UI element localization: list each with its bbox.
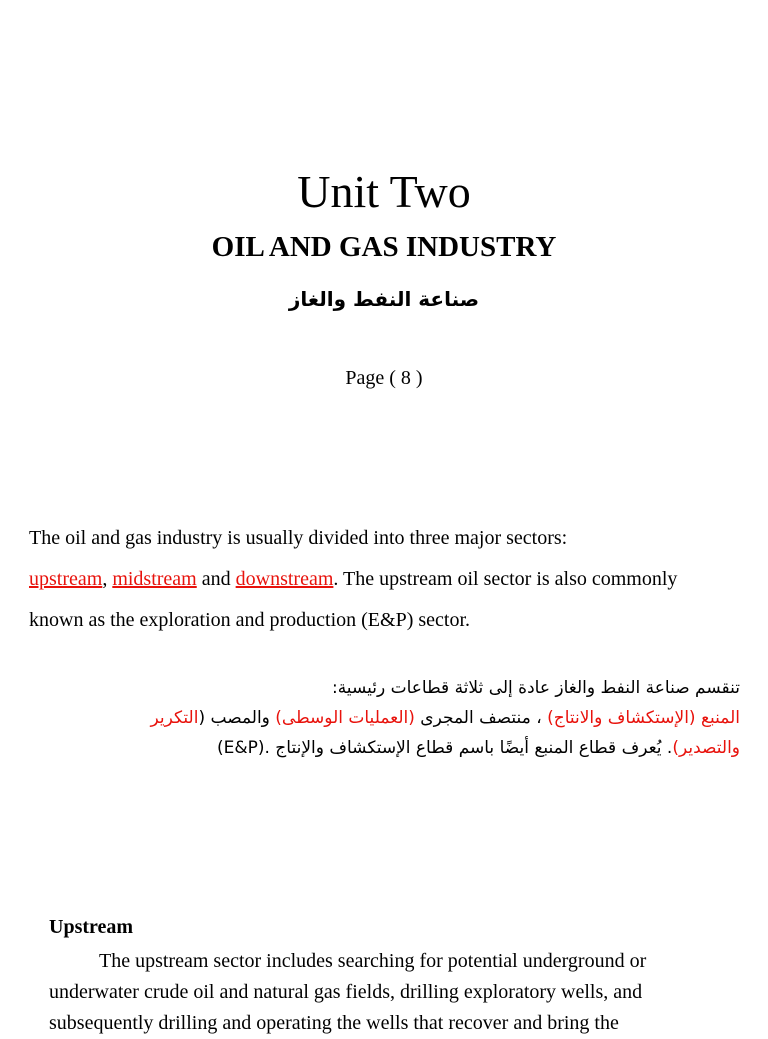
arabic-downstream-term-cont: والتصدير): [672, 738, 740, 758]
midstream-link[interactable]: midstream: [112, 568, 197, 590]
arabic-line-1: تنقسم صناعة النفط والغاز عادة إلى ثلاثة قطاعات رئيسية:: [331, 678, 740, 698]
arabic-text: . يُعرف قطاع المنبع أيضًا باسم قطاع الإستكشاف والإنتاج .(E&P): [216, 738, 673, 758]
intro-paragraph-arabic: [40, 673, 740, 763]
arabic-midstream-term: (العمليات الوسطى): [275, 708, 415, 728]
separator-text: and: [196, 568, 236, 590]
intro-line-2: [29, 559, 761, 600]
upstream-line-1: The upstream sector includes searching for potential underground or: [99, 950, 647, 972]
page-number: Page ( 8 ): [345, 367, 423, 389]
arabic-line-2: [40, 703, 740, 733]
upstream-paragraph: [49, 946, 719, 1039]
arabic-downstream-term: التكرير: [150, 708, 199, 728]
arabic-line-3: [40, 733, 740, 763]
upstream-link[interactable]: upstream: [29, 568, 103, 590]
arabic-text: ، منتصف المجرى: [414, 708, 548, 728]
arabic-title: صناعة النفط والغاز: [288, 287, 480, 311]
unit-title: Unit Two: [297, 166, 471, 217]
upstream-line-2: underwater crude oil and natural gas fields, drilling exploratory wells, and: [49, 981, 643, 1003]
page-subtitle: OIL AND GAS INDUSTRY: [211, 231, 557, 263]
intro-line-1: The oil and gas industry is usually divided into three major sectors:: [29, 527, 568, 549]
section-heading-upstream: Upstream: [49, 916, 134, 938]
downstream-link[interactable]: downstream: [235, 568, 334, 590]
arabic-text: والمصب (: [198, 708, 276, 728]
intro-line-2-rest: . The upstream oil sector is also commonly: [333, 568, 678, 590]
separator-text: ,: [102, 568, 113, 590]
intro-line-3: known as the exploration and production (E&P) sector.: [29, 609, 471, 631]
intro-paragraph-english: [29, 518, 761, 641]
upstream-line-3: subsequently drilling and operating the wells that recover and bring the: [49, 1012, 619, 1034]
arabic-upstream-term: المنبع (الإستكشاف والانتاج): [547, 708, 740, 728]
